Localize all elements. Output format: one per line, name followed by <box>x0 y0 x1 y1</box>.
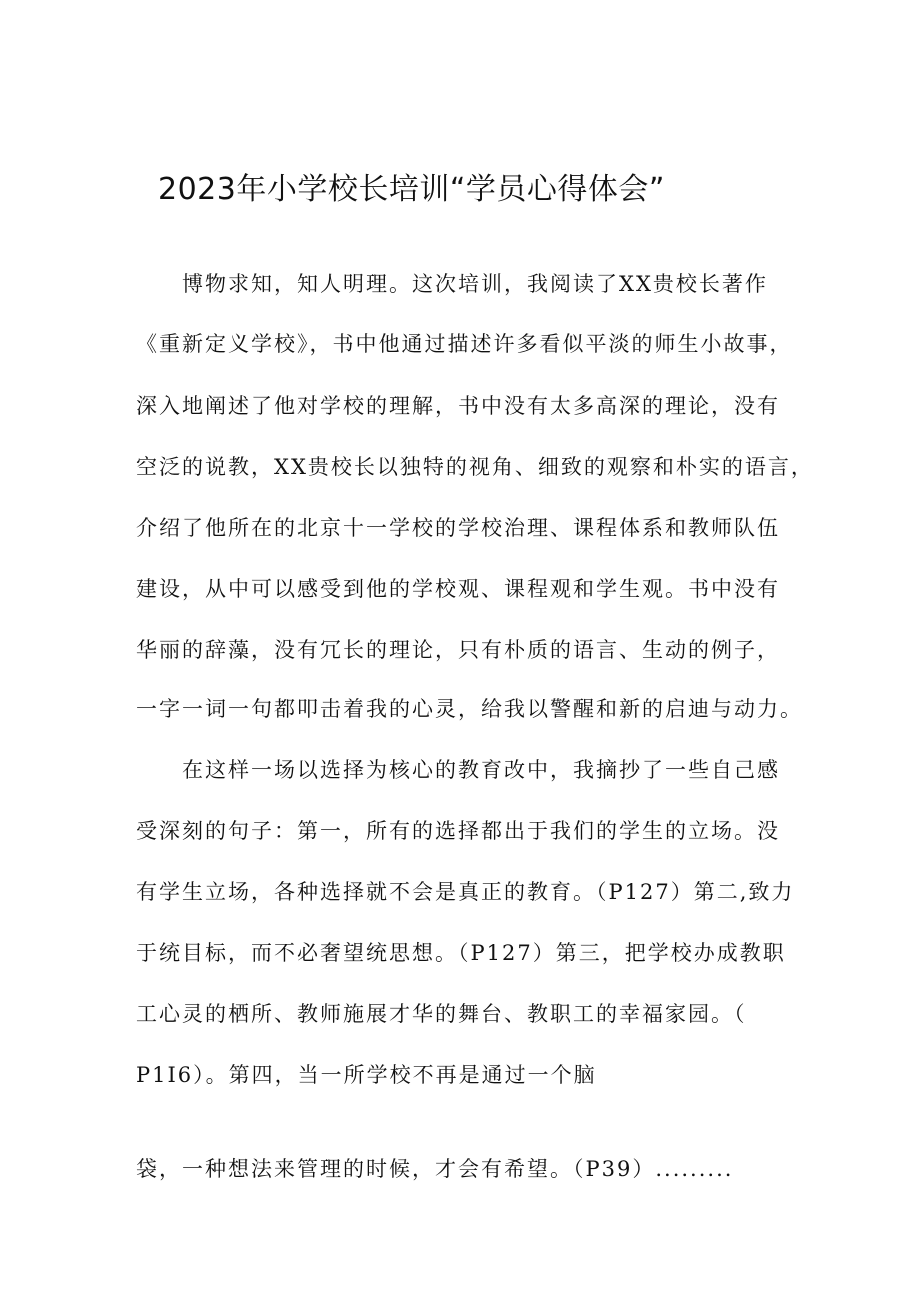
body-line: 介绍了他所在的北京十一学校的学校治理、课程体系和教师队伍 <box>136 516 780 540</box>
document-title: 2023年小学校长培训“学员心得体会” <box>158 172 665 207</box>
body-line: 建设，从中可以感受到他的学校观、课程观和学生观。书中没有 <box>136 577 780 601</box>
body-line: 博物求知，知人明理。这次培训，我阅读了XX贵校长著作 <box>136 272 768 296</box>
body-line: 深入地阐述了他对学校的理解，书中没有太多高深的理论，没有 <box>136 394 780 418</box>
body-line: 袋，一种想法来管理的时候，才会有希望。（P39）......... <box>136 1157 734 1181</box>
body-line: 《重新定义学校》，书中他通过描述许多看似平淡的师生小故事， <box>136 332 793 356</box>
body-line: 在这样一场以选择为核心的教育改中，我摘抄了一些自己感 <box>136 758 780 782</box>
body-line: 工心灵的栖所、教师施展才华的舞台、教职工的幸福家园。（ <box>136 1002 747 1026</box>
body-line: 华丽的辞藻，没有冗长的理论，只有朴质的语言、生动的例子， <box>136 638 780 662</box>
body-line: 空泛的说教，XX贵校长以独特的视角、细致的观察和朴实的语言， <box>136 455 814 479</box>
body-line: 于统目标，而不必奢望统思想。（P127）第三，把学校办成教职 <box>136 941 786 965</box>
body-line: 一字一词一句都叩击着我的心灵，给我以警醒和新的启迪与动力。 <box>136 697 803 721</box>
body-line: 受深刻的句子：第一，所有的选择都出于我们的学生的立场。没 <box>136 819 780 843</box>
body-line: P1I6）。第四，当一所学校不再是通过一个脑 <box>136 1063 597 1087</box>
body-line: 有学生立场，各种选择就不会是真正的教育。（P127）第二,致力 <box>136 880 795 904</box>
